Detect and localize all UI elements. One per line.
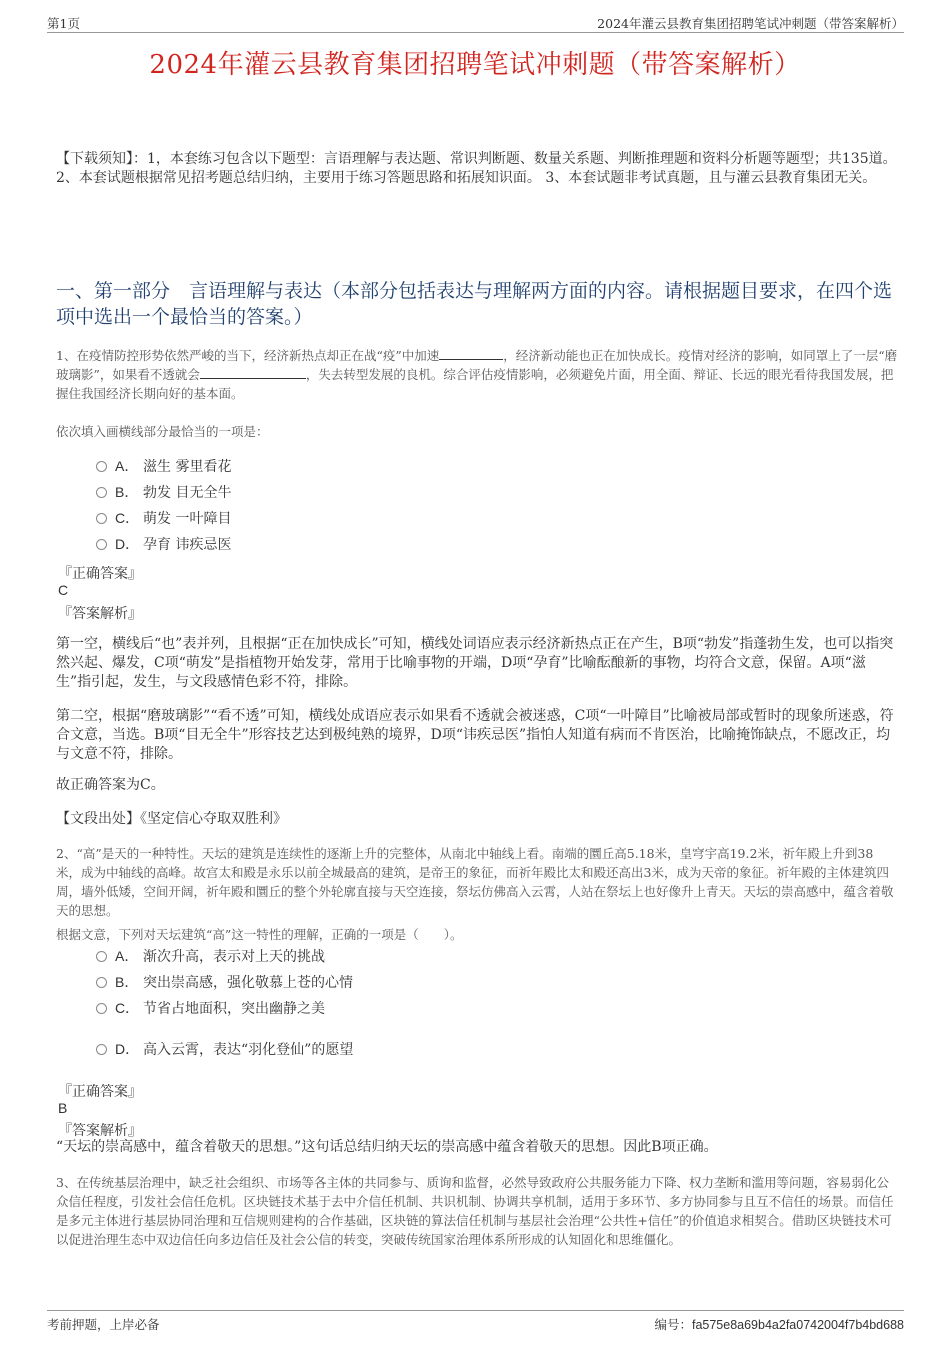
- radio-icon[interactable]: [96, 539, 107, 550]
- q1-conclusion: 故正确答案为C。: [56, 777, 165, 793]
- page-number: 第1页: [47, 16, 80, 31]
- section-heading: 一、第一部分 言语理解与表达（本部分包括表达与理解两方面的内容。请根据题目要求，在四个选项中选出一个最恰当的答案。）: [56, 280, 893, 328]
- download-notice: 【下载须知】：1，本套练习包含以下题型：言语理解与表达题、常识判断题、数量关系题、判断推理题和资料分析题等题型；共135道。 2、本套试题根据常见招考题总结归纳，主要用于练习答题思路和拓展知识面。 3、本套试题非考试真题，且与灌云县教育集团无关。: [56, 151, 897, 186]
- question-1-text: 1、在疫情防控形势依然严峻的当下，经济新热点却正在战“疫”中加速 ，经济新动能也正在加快成长。疫情对经济的影响，如同罩上了一层“磨玻璃影”，如果看不透就会 ，失去转型发展的良机。综合评估疫情影响，必须避免片面，用全面、辩证、长远的眼光看待我国发展，把握住我国经济长期向好的基本面。: [56, 348, 898, 401]
- page-header: [47, 14, 904, 33]
- q2-answer: B: [58, 1100, 68, 1116]
- page-footer: [47, 1310, 904, 1332]
- radio-icon[interactable]: [96, 513, 107, 524]
- q2-option-b[interactable]: B． 突出崇高感，强化敬慕上苍的心情: [96, 972, 353, 992]
- question-2-prompt: 根据文意，下列对天坛建筑“高”这一特性的理解，正确的一项是（ ）。: [56, 927, 463, 942]
- radio-icon[interactable]: [96, 487, 107, 498]
- q2-analysis: “天坛的崇高感中，蕴含着敬天的思想。”这句话总结归纳天坛的崇高感中蕴含着敬天的思想。因此B项正确。: [56, 1139, 718, 1155]
- radio-icon[interactable]: [96, 1003, 107, 1014]
- q1-analysis-label: 『答案解析』: [58, 606, 142, 622]
- document-title: 2024年灌云县教育集团招聘笔试冲刺题（带答案解析）: [149, 50, 801, 80]
- q1-option-d[interactable]: D． 孕育 讳疾忌医: [96, 534, 231, 554]
- q2-option-d[interactable]: D． 高入云霄，表达“羽化登仙”的愿望: [96, 1039, 353, 1059]
- q1-source: 【文段出处】《坚定信心夺取双胜利》: [56, 811, 287, 827]
- radio-icon[interactable]: [96, 951, 107, 962]
- footer-code: 编号：fa575e8a69b4a2fa0742004f7b4bd688: [654, 1317, 904, 1332]
- question-1-prompt: 依次填入画横线部分最恰当的一项是：: [56, 424, 269, 439]
- q1-option-c[interactable]: C． 萌发 一叶障目: [96, 508, 231, 528]
- q1-option-b[interactable]: B． 勃发 目无全牛: [96, 482, 231, 502]
- q1-option-a[interactable]: A． 滋生 雾里看花: [96, 456, 231, 476]
- footer-slogan: 考前押题，上岸必备: [47, 1317, 160, 1332]
- radio-icon[interactable]: [96, 1044, 107, 1055]
- q1-analysis-2: 第二空，根据“磨玻璃影”“看不透”可知，横线处成语应表示如果看不透就会被迷惑，C项“一叶障目”比喻被局部或暂时的现象所迷惑，符合文意，当选。B项“目无全牛”形容技艺达到极纯熟的境界，D项“讳疾忌医”指怕人知道有病而不肯医治，比喻掩饰缺点，不愿改正，均与文意不符，排除。: [56, 708, 894, 762]
- q1-answer-label: 『正确答案』: [58, 566, 142, 582]
- q2-option-c[interactable]: C． 节省占地面积，突出幽静之美: [96, 998, 325, 1018]
- q1-answer: C: [58, 582, 69, 598]
- question-3-text: 3、在传统基层治理中，缺乏社会组织、市场等各主体的共同参与、质询和监督，必然导致政府公共服务能力下降、权力垄断和滥用等问题，容易弱化公众信任程度，引发社会信任危机。区块链技术基于去中介信任机制、共识机制、协调共享机制，适用于多环节、多方协同参与且互不信任的场景。而信任是多元主体进行基层协同治理和互信规则建构的合作基础，区块链的算法信任机制与基层社会治理“公共性+信任”的价值追求相契合。借助区块链技术可以促进治理生态中双边信任向多边信任及社会公信的转变，突破传统国家治理体系所形成的认知固化和思维僵化。: [56, 1175, 894, 1247]
- radio-icon[interactable]: [96, 977, 107, 988]
- radio-icon[interactable]: [96, 461, 107, 472]
- q1-analysis-1: 第一空，横线后“也”表并列，且根据“正在加快成长”可知，横线处词语应表示经济新热点正在产生，B项“勃发”指蓬勃生发，也可以指突然兴起、爆发，C项“萌发”是指植物开始发芽，常用于比喻事物的开端，D项“孕育”比喻酝酿新的事物，均符合文意，保留。A项“滋生”指引起，发生，与文段感情色彩不符，排除。: [56, 636, 894, 690]
- question-2-text: 2、“高”是天的一种特性。天坛的建筑是连续性的逐渐上升的完整体，从南北中轴线上看。南端的圜丘高5.18米，皇穹宇高19.2米，祈年殿上升到38米，成为中轴线的高峰。故宫太和殿是永乐以前全城最高的建筑，是帝王的象征，而祈年殿比太和殿还高出3米，成为天帝的象征。祈年殿的主体建筑四周，墙外低矮，空间开阔，祈年殿和圜丘的整个外轮廓直接与天空连接，祭坛仿佛高入云霄，人站在祭坛上也好像升上青天。天坛的崇高感中，蕴含着敬天的思想。: [56, 846, 894, 918]
- q2-analysis-label: 『答案解析』: [58, 1123, 142, 1139]
- header-doc-title: 2024年灌云县教育集团招聘笔试冲刺题（带答案解析）: [597, 16, 904, 31]
- fill-blank-1: [439, 347, 503, 360]
- fill-blank-2: [200, 366, 306, 379]
- q2-option-a[interactable]: A． 渐次升高，表示对上天的挑战: [96, 946, 325, 966]
- q2-answer-label: 『正确答案』: [58, 1084, 142, 1100]
